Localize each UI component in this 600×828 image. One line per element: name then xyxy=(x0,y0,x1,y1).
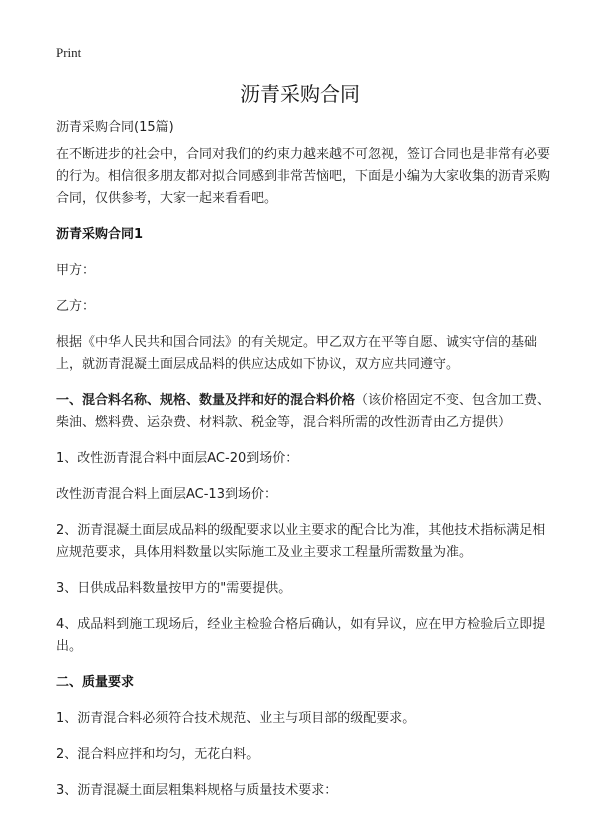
doc-subtitle: 沥青采购合同(15篇) xyxy=(56,120,174,135)
clause-1-text: （该价格固定不变、包含加工费、柴油、燃料费、运杂费、材料款、税金等，混合料所需的改性沥青由乙方提供） xyxy=(56,393,551,430)
clause-2-item-1: 1、沥青混合料必须符合技术规范、业主与项目部的级配要求。 xyxy=(56,711,416,726)
clause-2-heading: 二、质量要求 xyxy=(56,675,135,690)
section-heading: 沥青采购合同1 xyxy=(56,227,144,242)
clause-1-item-1: 1、改性沥青混合料中面层AC-20到场价： xyxy=(56,451,299,466)
party-b-line: 乙方： xyxy=(56,299,96,314)
clause-2-item-2: 2、混合料应拌和均匀，无花白料。 xyxy=(56,747,260,762)
print-link[interactable]: Print xyxy=(56,45,82,60)
clause-1-item-2: 2、沥青混凝土面层成品料的级配要求以业主要求的配合比为准，其他技术指标满足相应规范要求，具体用料数量以实际施工及业主要求工程量所需数量为准。 xyxy=(56,523,546,560)
intro-paragraph: 在不断进步的社会中，合同对我们的约束力越来越不可忽视，签订合同也是非常有必要的行为。相信很多朋友都对拟合同感到非常苦恼吧，下面是小编为大家收集的沥青采购合同，仅供参考，大家一起来看看吧。 xyxy=(56,147,551,206)
clause-1-item-3: 3、日供成品料数量按甲方的"需要提供。 xyxy=(56,581,292,596)
document-body xyxy=(56,117,552,816)
preamble-paragraph: 根据《中华人民共和国合同法》的有关规定。甲乙双方在平等自愿、诚实守信的基础上，就沥青混凝土面层成品料的供应达成如下协议，双方应共同遵守。 xyxy=(56,335,538,372)
clause-1-item-4: 4、成品料到施工现场后，经业主检验合格后确认，如有异议，应在甲方检验后立即提出。 xyxy=(56,617,546,654)
clause-1-paragraph xyxy=(56,390,552,434)
clause-1-item-1b: 改性沥青混合料上面层AC-13到场价： xyxy=(56,487,277,502)
party-a-line: 甲方： xyxy=(56,263,96,278)
clause-1-heading: 一、混合料名称、规格、数量及拌和好的混合料价格 xyxy=(56,393,356,408)
clause-2-item-3: 3、沥青混凝土面层粗集料规格与质量技术要求： xyxy=(56,783,338,798)
page-title: 沥青采购合同 xyxy=(240,82,360,106)
